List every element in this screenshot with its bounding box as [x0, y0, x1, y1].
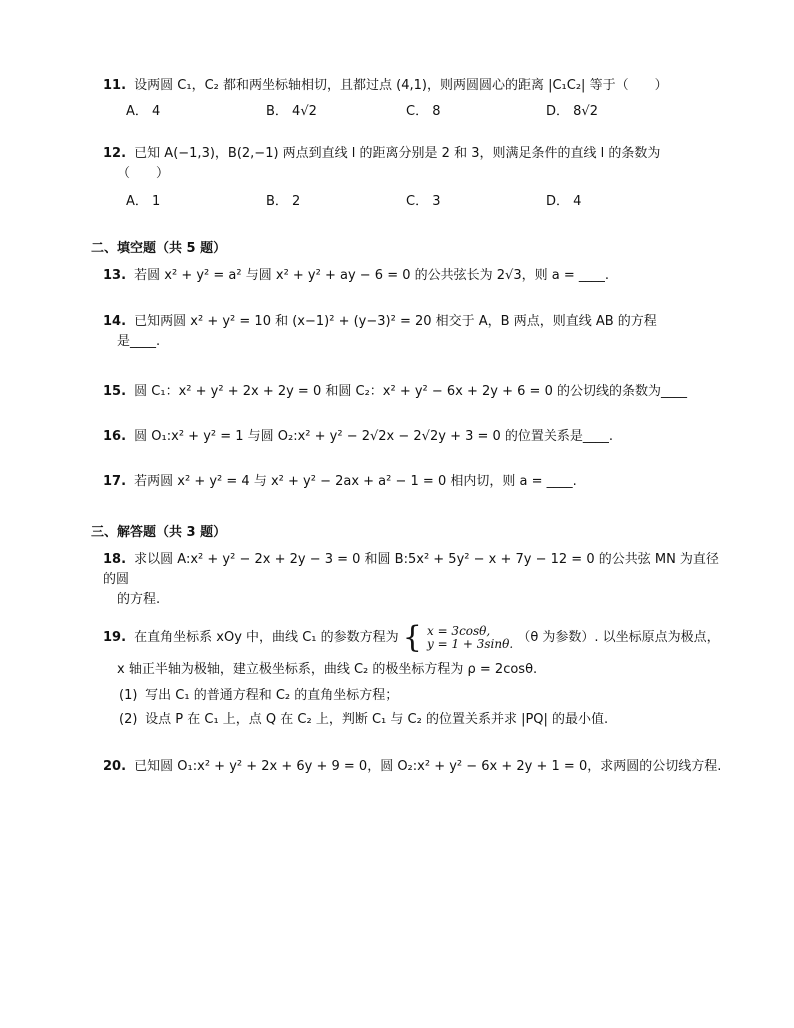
- part-number: (2): [119, 712, 138, 727]
- question-text: 已知 A(−1,3)，B(2,−1) 两点到直线 l 的距离分别是 2 和 3，则满足条件的直线 l 的条数为: [134, 146, 661, 161]
- question-text: 求以圆 A:x² + y² − 2x + 2y − 3 = 0 和圆 B:5x² + 5y² − x + 7y − 12 = 0 的公共弦 MN 为直径的圆: [103, 552, 719, 587]
- section-heading-fill-in: 二、填空题（共 5 题）: [91, 241, 227, 256]
- option-d: D． 8√2: [546, 104, 598, 119]
- question-text: 已知两圆 x² + y² = 10 和 (x−1)² + (y−3)² = 20 相交于 A，B 两点，则直线 AB 的方程: [134, 314, 657, 329]
- question-text: 圆 O₁:x² + y² = 1 与圆 O₂:x² + y² − 2√2x − 2√2y + 3 = 0 的位置关系是____.: [134, 429, 614, 444]
- question-13: [103, 266, 723, 286]
- question-number: 12.: [103, 146, 127, 161]
- question-12: [103, 144, 723, 184]
- question-11: [103, 76, 723, 96]
- option-b: B． 2: [266, 194, 301, 209]
- part-number: (1): [119, 688, 138, 703]
- option-c: C． 8: [406, 104, 441, 119]
- question-16: [103, 427, 723, 447]
- parametric-system: [427, 625, 513, 651]
- left-brace-icon: {: [402, 619, 422, 655]
- system-equation-x: x = 3cosθ,: [426, 623, 491, 638]
- question-number: 13.: [103, 268, 127, 283]
- section-heading-solutions: 三、解答题（共 3 题）: [91, 525, 227, 540]
- question-15: [103, 382, 723, 402]
- question-text: 圆 C₁：x² + y² + 2x + 2y = 0 和圆 C₂：x² + y² − 6x + 2y + 6 = 0 的公切线的条数为____: [134, 384, 687, 399]
- question-number: 18.: [103, 552, 127, 567]
- question-text: 在直角坐标系 xOy 中，曲线 C₁ 的参数方程为: [134, 630, 399, 645]
- option-b: B． 4√2: [266, 104, 317, 119]
- question-text-continued: （ ）: [117, 166, 170, 181]
- question-11-options: [126, 100, 686, 120]
- question-19-part-1: [119, 686, 398, 706]
- question-text: 设两圆 C₁，C₂ 都和两坐标轴相切，且都过点 (4,1)，则两圆圆心的距离 |C₁C₂| 等于（ ）: [134, 78, 668, 93]
- system-equation-y: y = 1 + 3sinθ.: [426, 636, 514, 651]
- question-text-continued: 的方程.: [117, 592, 161, 607]
- question-text: 已知圆 O₁:x² + y² + 2x + 6y + 9 = 0，圆 O₂:x² + y² − 6x + 2y + 1 = 0，求两圆的公切线方程.: [134, 759, 722, 774]
- question-number: 17.: [103, 474, 127, 489]
- question-number: 11.: [103, 78, 127, 93]
- question-text: 若两圆 x² + y² = 4 与 x² + y² − 2ax + a² − 1 = 0 相内切，则 a = ____.: [134, 474, 577, 489]
- question-14: [103, 312, 723, 352]
- option-c: C． 3: [406, 194, 441, 209]
- question-number: 15.: [103, 384, 127, 399]
- option-d: D． 4: [546, 194, 582, 209]
- question-number: 14.: [103, 314, 127, 329]
- question-18: [103, 550, 723, 610]
- question-number: 19.: [103, 630, 127, 645]
- option-a: A． 4: [126, 104, 161, 119]
- question-20: [103, 757, 723, 777]
- question-17: [103, 472, 723, 492]
- question-12-options: [126, 190, 686, 210]
- option-a: A． 1: [126, 194, 161, 209]
- question-text-after-system: （θ 为参数）. 以坐标原点为极点，: [517, 630, 720, 645]
- question-number: 16.: [103, 429, 127, 444]
- question-19: [103, 619, 723, 680]
- question-number: 20.: [103, 759, 127, 774]
- question-text-continued: 是____.: [117, 334, 161, 349]
- question-text-continued: x 轴正半轴为极轴，建立极坐标系，曲线 C₂ 的极坐标方程为 ρ = 2cosθ.: [117, 662, 538, 677]
- question-19-part-2: [119, 710, 608, 730]
- question-text: 若圆 x² + y² = a² 与圆 x² + y² + ay − 6 = 0 的公共弦长为 2√3，则 a = ____.: [134, 268, 609, 283]
- part-text: 设点 P 在 C₁ 上，点 Q 在 C₂ 上，判断 C₁ 与 C₂ 的位置关系并求 |PQ| 的最小值.: [145, 712, 609, 727]
- part-text: 写出 C₁ 的普通方程和 C₂ 的直角坐标方程；: [145, 688, 399, 703]
